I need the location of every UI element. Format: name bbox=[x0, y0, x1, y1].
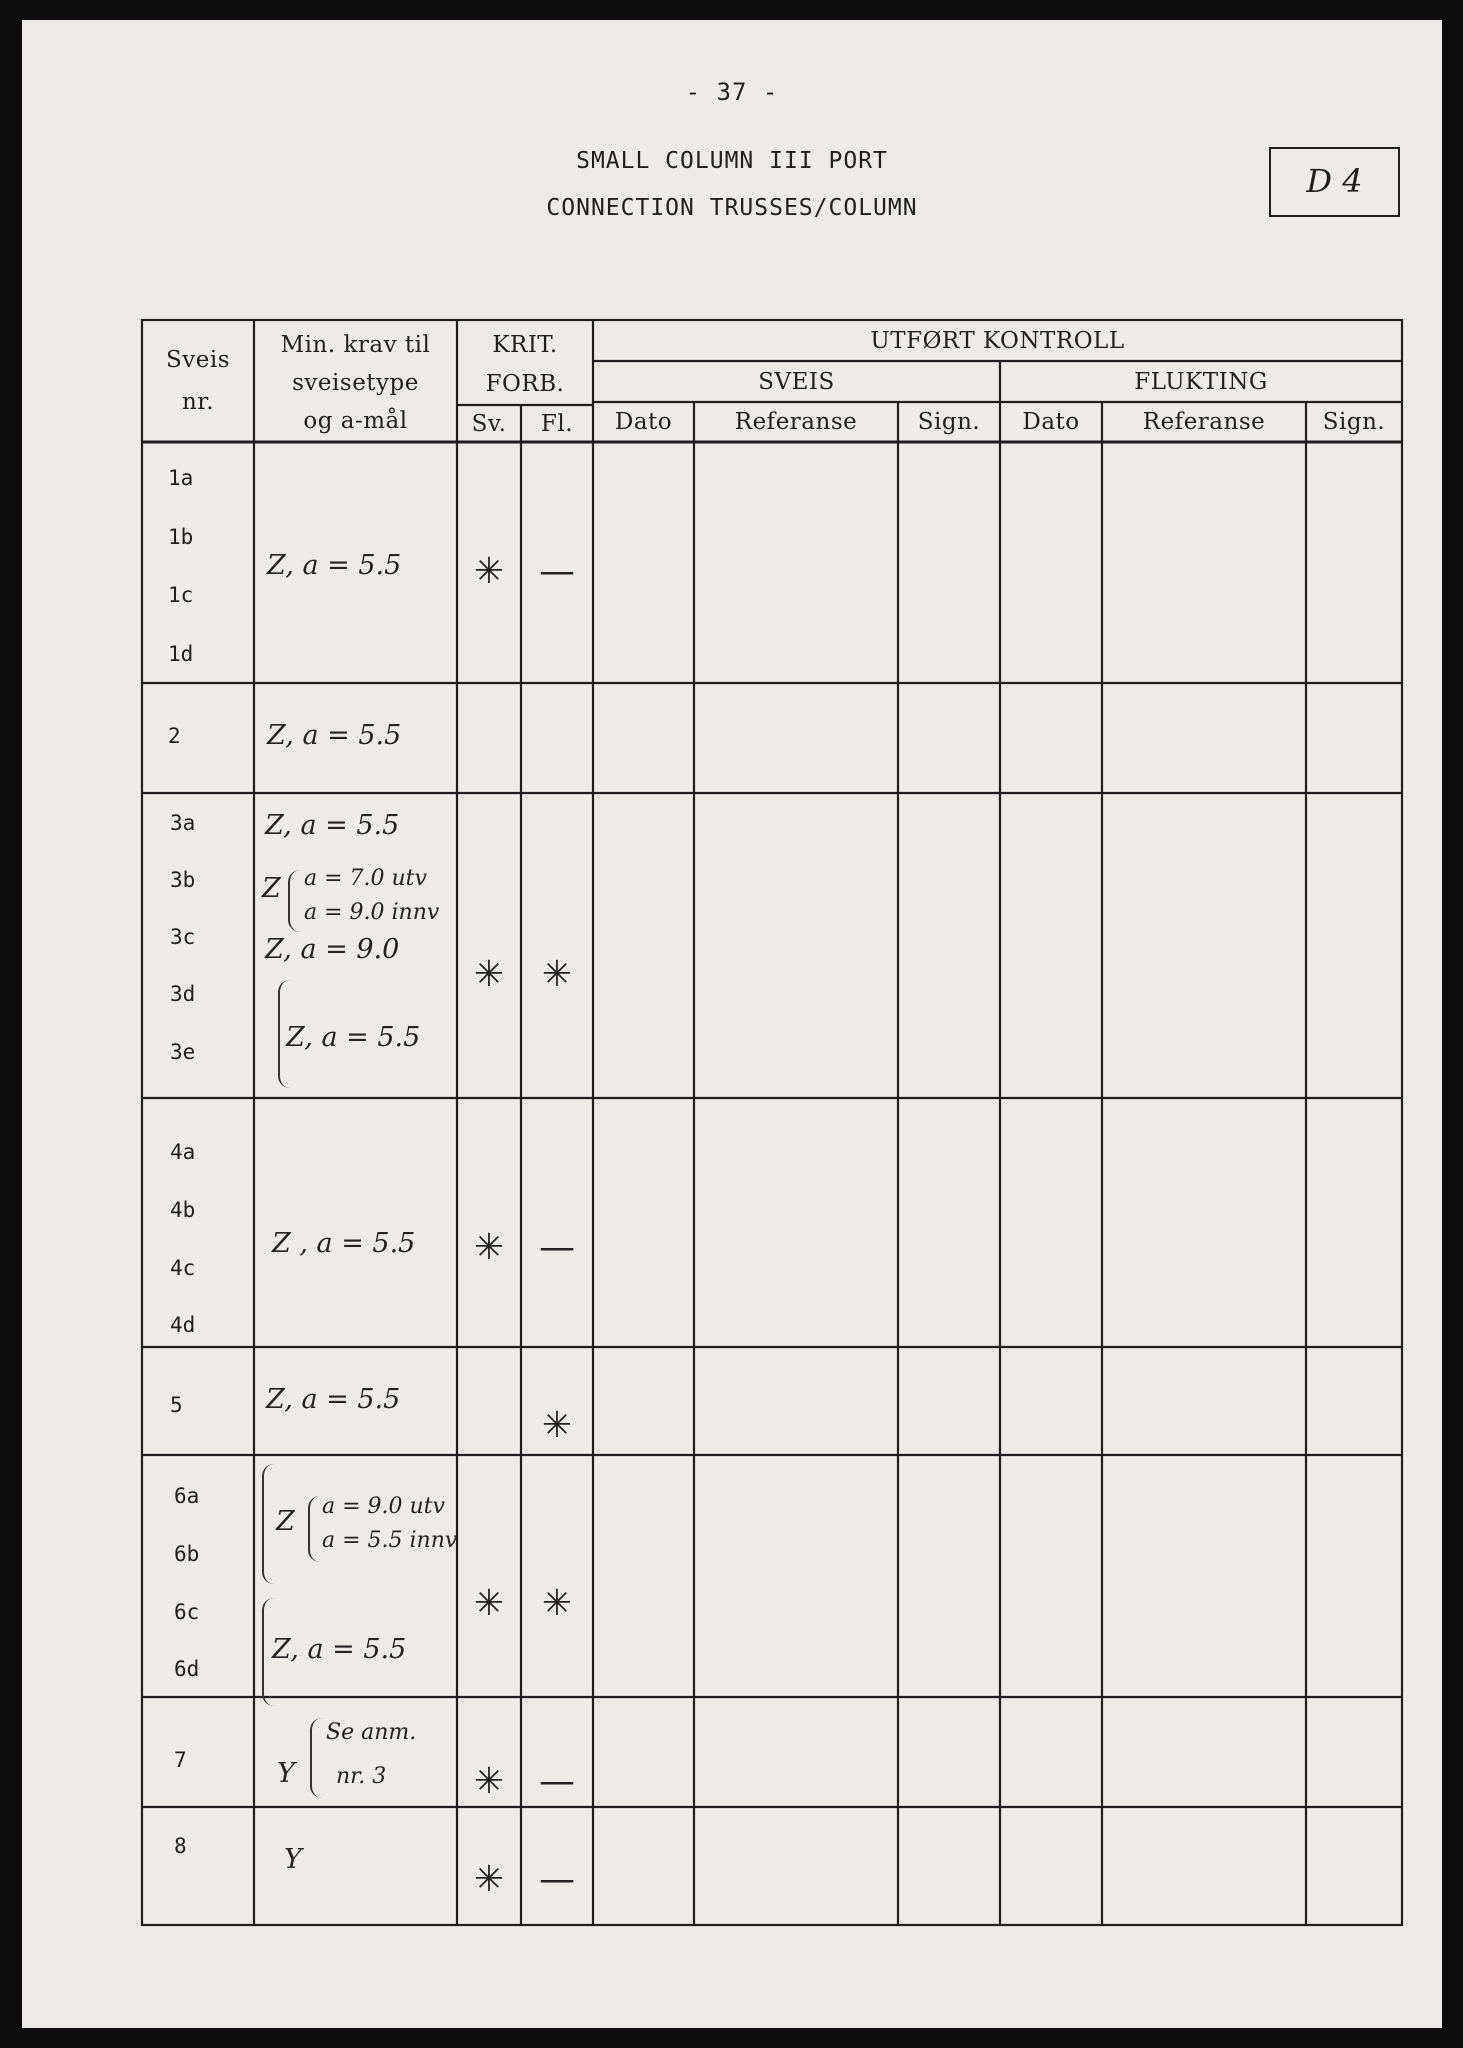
header-sveis: Sveis bbox=[165, 347, 231, 373]
header-forb: FORB. bbox=[485, 371, 565, 397]
brace-6ab-outer bbox=[262, 1464, 274, 1584]
title-line-2: CONNECTION TRUSSES/COLUMN bbox=[546, 195, 918, 221]
weld-no-3c: 3c bbox=[170, 925, 196, 949]
weld-no-8: 8 bbox=[174, 1834, 187, 1858]
page-number: - 37 - bbox=[685, 78, 779, 106]
krit-fl-7: — bbox=[539, 1761, 575, 1802]
weld-no-7: 7 bbox=[174, 1748, 187, 1772]
weld-no-3d: 3d bbox=[170, 982, 196, 1006]
weld-no-6a: 6a bbox=[174, 1484, 200, 1508]
krit-fl-6: ✳ bbox=[541, 1583, 573, 1624]
weld-req-3b-z: Z bbox=[262, 873, 281, 904]
header-sv: Sv. bbox=[471, 410, 507, 437]
weld-no-4c: 4c bbox=[170, 1256, 196, 1280]
weld-req-3c: Z, a = 9.0 bbox=[265, 934, 400, 965]
brace-7 bbox=[310, 1718, 322, 1798]
header-utfort-kontroll: UTFØRT KONTROLL bbox=[870, 327, 1125, 354]
weld-no-4a: 4a bbox=[170, 1140, 196, 1164]
header-flukting-dato: Dato bbox=[1022, 409, 1080, 435]
weld-req-3de: Z, a = 5.5 bbox=[286, 1022, 421, 1053]
weld-no-6d: 6d bbox=[174, 1657, 200, 1681]
weld-req-7-nr: nr. 3 bbox=[336, 1764, 387, 1789]
weld-no-2: 2 bbox=[168, 724, 181, 748]
weld-no-4d: 4d bbox=[170, 1313, 196, 1337]
brace-3b bbox=[288, 870, 300, 932]
krit-fl-3: ✳ bbox=[541, 954, 573, 995]
weld-req-7-note: Se anm. bbox=[326, 1720, 417, 1745]
weld-req-7-y: Y bbox=[277, 1758, 295, 1789]
title-line-1: SMALL COLUMN III PORT bbox=[576, 148, 888, 174]
weld-no-3b: 3b bbox=[170, 868, 196, 892]
krit-sv-4: ✳ bbox=[473, 1227, 505, 1268]
weld-req-3b-utv: a = 7.0 utv bbox=[304, 866, 427, 891]
weld-req-2: Z, a = 5.5 bbox=[267, 720, 402, 751]
weld-no-3a: 3a bbox=[170, 811, 196, 835]
krit-fl-5: ✳ bbox=[541, 1405, 573, 1446]
header-a-maal: og a-mål bbox=[303, 408, 408, 434]
krit-fl-1: — bbox=[539, 551, 575, 592]
weld-no-3e: 3e bbox=[170, 1040, 196, 1064]
weld-no-6b: 6b bbox=[174, 1542, 200, 1566]
krit-sv-3: ✳ bbox=[473, 954, 505, 995]
document-id-box: D 4 bbox=[1269, 147, 1400, 217]
header-min-krav: Min. krav til bbox=[280, 332, 431, 358]
header-krit: KRIT. bbox=[492, 332, 558, 358]
weld-req-6cd: Z, a = 5.5 bbox=[272, 1634, 407, 1665]
krit-sv-6: ✳ bbox=[473, 1583, 505, 1624]
header-nr: nr. bbox=[181, 389, 215, 415]
header-flukting-sign: Sign. bbox=[1322, 409, 1386, 435]
header-sveis-dato: Dato bbox=[614, 409, 673, 435]
weld-req-6ab-innv: a = 5.5 innv bbox=[322, 1528, 458, 1553]
weld-no-1a: 1a bbox=[168, 466, 194, 490]
brace-6ab-inner bbox=[308, 1496, 320, 1562]
header-flukting-referanse: Referanse bbox=[1142, 409, 1266, 435]
weld-no-6c: 6c bbox=[174, 1600, 200, 1624]
header-sveis-referanse: Referanse bbox=[734, 409, 858, 435]
krit-fl-4: — bbox=[539, 1227, 575, 1268]
weld-req-3b-innv: a = 9.0 innv bbox=[304, 900, 440, 925]
weld-no-1d: 1d bbox=[168, 642, 194, 666]
weld-no-5: 5 bbox=[170, 1393, 183, 1417]
krit-sv-7: ✳ bbox=[473, 1761, 505, 1802]
weld-req-1: Z, a = 5.5 bbox=[267, 550, 402, 581]
header-flukting-group: FLUKTING bbox=[1134, 368, 1268, 395]
header-fl: Fl. bbox=[540, 410, 574, 437]
weld-no-4b: 4b bbox=[170, 1198, 196, 1222]
weld-no-1b: 1b bbox=[168, 525, 194, 549]
weld-no-1c: 1c bbox=[168, 583, 194, 607]
header-sveis-sign: Sign. bbox=[917, 409, 981, 435]
header-sveis-group: SVEIS bbox=[758, 368, 835, 395]
weld-req-8: Y bbox=[284, 1844, 302, 1875]
krit-fl-8: — bbox=[539, 1859, 575, 1900]
document-page bbox=[22, 20, 1442, 2028]
krit-sv-8: ✳ bbox=[473, 1859, 505, 1900]
weld-req-4: Z , a = 5.5 bbox=[272, 1228, 416, 1259]
weld-req-5: Z, a = 5.5 bbox=[266, 1384, 401, 1415]
weld-req-6ab-utv: a = 9.0 utv bbox=[322, 1494, 445, 1519]
header-sveisetype: sveisetype bbox=[292, 370, 419, 396]
weld-req-3a: Z, a = 5.5 bbox=[265, 810, 400, 841]
weld-req-6ab-z: Z bbox=[276, 1506, 295, 1537]
krit-sv-1: ✳ bbox=[473, 551, 505, 592]
